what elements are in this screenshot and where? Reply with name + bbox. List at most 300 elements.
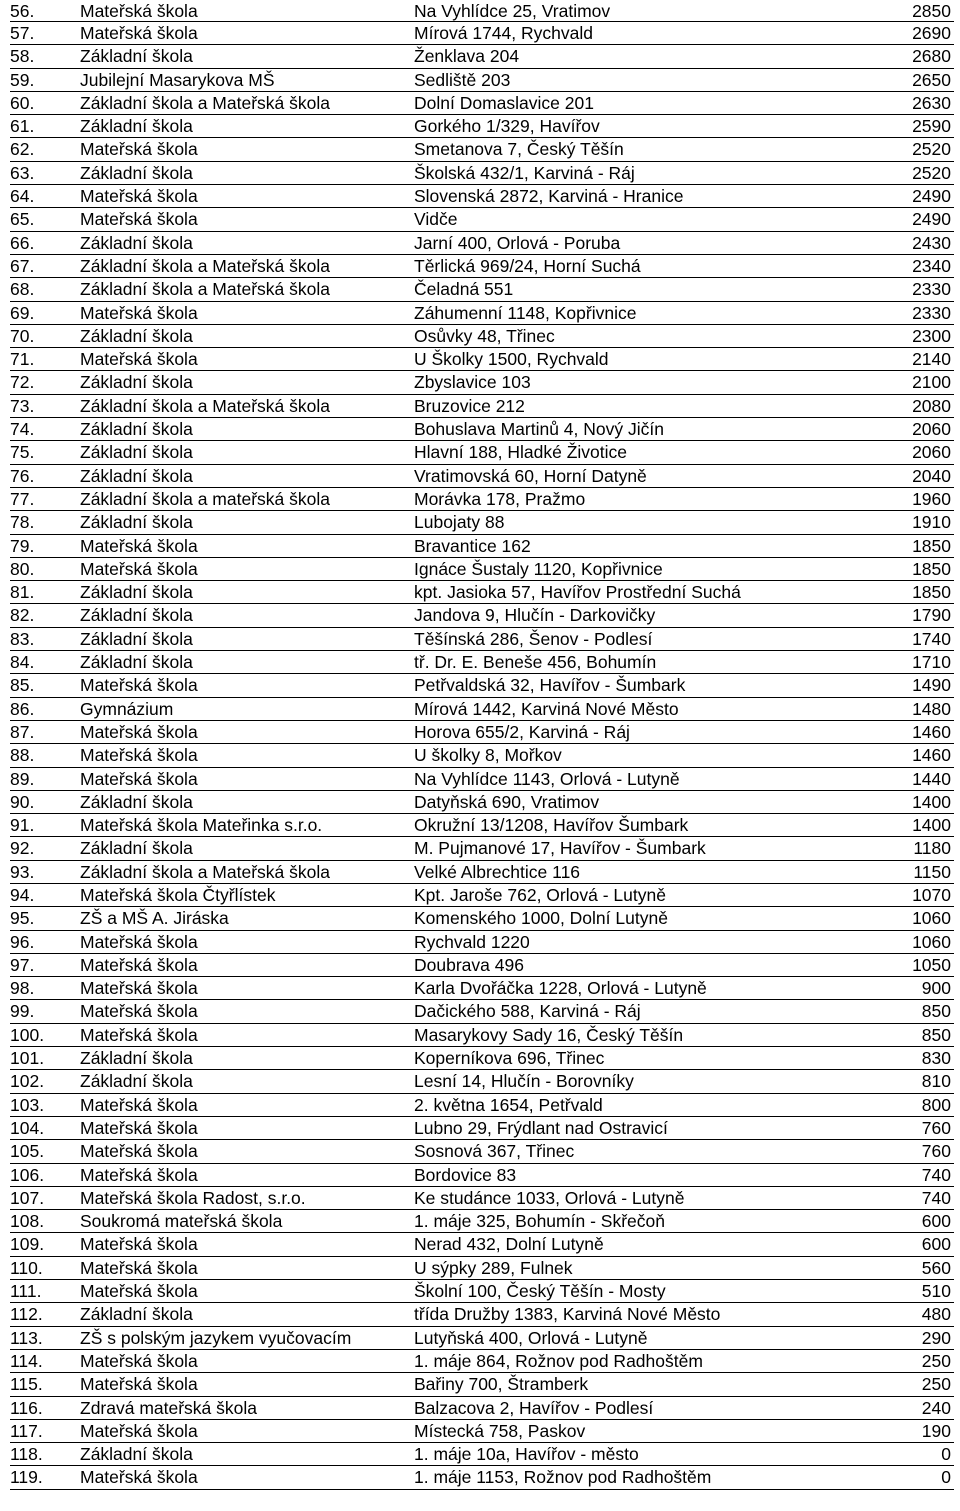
table-row xyxy=(10,1466,954,1489)
school-name: Mateřská škola xyxy=(80,23,198,43)
row-value: 850 xyxy=(921,1001,951,1022)
table-row xyxy=(10,1070,954,1093)
row-number: 101. xyxy=(10,1048,45,1069)
table-row xyxy=(10,768,954,791)
table-row xyxy=(10,138,954,161)
school-name: Základní škola xyxy=(80,582,193,603)
school-address: Jandova 9, Hlučín - Darkovičky xyxy=(414,605,656,626)
table-row xyxy=(10,1140,954,1163)
school-name: Mateřská škola xyxy=(80,1094,198,1115)
table-row xyxy=(10,558,954,581)
school-name: Mateřská škola xyxy=(80,186,198,207)
row-value: 0 xyxy=(941,1467,951,1488)
school-name: Základní škola xyxy=(80,1071,193,1092)
school-name: Mateřská škola Mateřinka s.r.o. xyxy=(80,815,323,836)
school-address: Komenského 1000, Dolní Lutyně xyxy=(414,908,668,929)
school-address: Kpt. Jaroše 762, Orlová - Lutyně xyxy=(414,884,666,905)
school-name: Mateřská škola xyxy=(80,675,198,696)
row-number: 81. xyxy=(10,582,35,603)
school-name: Mateřská škola xyxy=(80,302,198,323)
school-address: Zbyslavice 103 xyxy=(414,372,531,393)
table-row xyxy=(10,931,954,954)
school-name: Mateřská škola xyxy=(80,931,198,952)
table-row xyxy=(10,1094,954,1117)
school-name: Mateřská škola xyxy=(80,1467,198,1488)
school-address: Jarní 400, Orlová - Poruba xyxy=(414,232,621,253)
row-value: 480 xyxy=(921,1304,951,1325)
row-value: 250 xyxy=(921,1350,951,1371)
table-row xyxy=(10,1443,954,1466)
row-number: 116. xyxy=(10,1397,43,1418)
school-address: Vidče xyxy=(414,209,458,230)
school-address: Sosnová 367, Třinec xyxy=(414,1141,575,1162)
row-number: 76. xyxy=(10,465,35,486)
school-name: Mateřská škola xyxy=(80,978,198,999)
row-number: 86. xyxy=(10,698,35,719)
table-row xyxy=(10,814,954,837)
school-name: Základní škola xyxy=(80,652,193,673)
row-number: 58. xyxy=(10,46,35,67)
school-name: Základní škola xyxy=(80,1048,193,1069)
table-row xyxy=(10,511,954,534)
school-address: U Školky 1500, Rychvald xyxy=(414,349,609,370)
row-value: 2140 xyxy=(912,349,951,370)
row-value: 1440 xyxy=(912,768,951,789)
row-number: 71. xyxy=(10,349,35,370)
row-value: 2520 xyxy=(912,162,951,183)
school-address: Lutyňská 400, Orlová - Lutyně xyxy=(414,1327,648,1348)
school-address: 1. máje 1153, Rožnov pod Radhoštěm xyxy=(414,1467,712,1488)
table-row xyxy=(10,208,954,231)
school-name: Mateřská škola xyxy=(80,954,198,975)
table-row xyxy=(10,1117,954,1140)
row-value: 1710 xyxy=(912,652,951,673)
row-value: 2590 xyxy=(912,116,951,137)
table-row xyxy=(10,255,954,278)
school-address: Bařiny 700, Štramberk xyxy=(414,1374,589,1395)
school-address: Ke studánce 1033, Orlová - Lutyně xyxy=(414,1187,685,1208)
school-name: Základní škola xyxy=(80,325,193,346)
row-number: 105. xyxy=(10,1141,45,1162)
table-row xyxy=(10,1373,954,1396)
school-name: Základní škola xyxy=(80,1444,193,1465)
row-number: 95. xyxy=(10,908,35,929)
row-number: 82. xyxy=(10,605,35,626)
row-number: 85. xyxy=(10,675,35,696)
row-value: 1910 xyxy=(912,512,951,533)
row-number: 87. xyxy=(10,721,35,742)
table-row xyxy=(10,278,954,301)
row-value: 2330 xyxy=(912,302,951,323)
row-value: 830 xyxy=(921,1048,951,1069)
table-row xyxy=(10,1000,954,1023)
school-name: Mateřská škola xyxy=(80,1164,198,1185)
table-row xyxy=(10,1303,954,1326)
row-value: 2490 xyxy=(912,186,951,207)
row-value: 1850 xyxy=(912,558,951,579)
table-row xyxy=(10,581,954,604)
school-address: Vratimovská 60, Horní Datyně xyxy=(414,465,647,486)
table-row xyxy=(10,977,954,1000)
school-address: Doubrava 496 xyxy=(414,954,524,975)
table-row xyxy=(10,604,954,627)
row-value: 1060 xyxy=(912,931,951,952)
table-row xyxy=(10,1024,954,1047)
row-number: 78. xyxy=(10,512,35,533)
table-row xyxy=(10,185,954,208)
school-address: Koperníkova 696, Třinec xyxy=(414,1048,605,1069)
school-address: Balzacova 2, Havířov - Podlesí xyxy=(414,1397,654,1418)
row-value: 1850 xyxy=(912,582,951,603)
table-row xyxy=(10,418,954,441)
school-address: U školky 8, Mořkov xyxy=(414,745,562,766)
table-row xyxy=(10,162,954,185)
row-value: 560 xyxy=(921,1257,951,1278)
row-number: 103. xyxy=(10,1094,45,1115)
school-name: Mateřská škola xyxy=(80,535,198,556)
school-address: Bohuslava Martinů 4, Nový Jičín xyxy=(414,419,664,440)
row-value: 1460 xyxy=(912,745,951,766)
school-name: Základní škola a Mateřská škola xyxy=(80,395,330,416)
row-number: 83. xyxy=(10,628,35,649)
school-name: Zdravá mateřská škola xyxy=(80,1397,258,1418)
table-row xyxy=(10,1397,954,1420)
school-name: Základní škola xyxy=(80,442,193,463)
school-address: Velké Albrechtice 116 xyxy=(414,861,581,882)
row-number: 91. xyxy=(10,815,35,836)
school-name: ZŠ s polským jazykem vyučovacím xyxy=(80,1327,352,1348)
table-row xyxy=(10,465,954,488)
school-name: Mateřská škola xyxy=(80,1117,198,1138)
row-value: 1480 xyxy=(912,698,951,719)
row-value: 900 xyxy=(921,978,951,999)
row-number: 110. xyxy=(10,1257,43,1278)
school-name: Soukromá mateřská škola xyxy=(80,1211,283,1232)
table-row xyxy=(10,884,954,907)
table-row xyxy=(10,45,954,68)
row-number: 69. xyxy=(10,302,35,323)
row-number: 68. xyxy=(10,279,35,300)
row-value: 600 xyxy=(921,1234,951,1255)
table-row xyxy=(10,1187,954,1210)
school-address: Dolní Domaslavice 201 xyxy=(414,92,594,113)
row-value: 2080 xyxy=(912,395,951,416)
table-row xyxy=(10,395,954,418)
school-name: Mateřská škola xyxy=(80,745,198,766)
row-value: 1180 xyxy=(913,838,951,859)
school-address: Okružní 13/1208, Havířov Šumbark xyxy=(414,815,689,836)
row-value: 1060 xyxy=(912,908,951,929)
row-value: 2340 xyxy=(912,255,951,276)
school-name: Mateřská škola xyxy=(80,768,198,789)
school-address: Hlavní 188, Hladké Životice xyxy=(414,442,628,463)
row-number: 56. xyxy=(10,1,35,21)
school-name: Základní škola xyxy=(80,838,193,859)
school-address: Rychvald 1220 xyxy=(414,931,530,952)
table-row xyxy=(10,441,954,464)
school-address: M. Pujmanové 17, Havířov - Šumbark xyxy=(414,838,706,859)
table-row xyxy=(10,861,954,884)
school-name: Mateřská škola xyxy=(80,1001,198,1022)
row-value: 2060 xyxy=(912,419,951,440)
school-address: tř. Dr. E. Beneše 456, Bohumín xyxy=(414,652,657,673)
table-row xyxy=(10,698,954,721)
row-number: 84. xyxy=(10,652,35,673)
school-name: Mateřská škola xyxy=(80,1141,198,1162)
school-address: Na Vyhlídce 25, Vratimov xyxy=(414,1,611,21)
row-number: 89. xyxy=(10,768,35,789)
row-value: 2680 xyxy=(912,46,951,67)
school-address: Lesní 14, Hlučín - Borovníky xyxy=(414,1071,634,1092)
school-name: Základní škola a Mateřská škola xyxy=(80,92,330,113)
school-name: Mateřská škola xyxy=(80,349,198,370)
school-address: Horova 655/2, Karviná - Ráj xyxy=(414,721,630,742)
school-address: Gorkého 1/329, Havířov xyxy=(414,116,600,137)
school-address: Dačického 588, Karviná - Ráj xyxy=(414,1001,641,1022)
row-number: 97. xyxy=(10,954,35,975)
row-value: 1740 xyxy=(912,628,951,649)
table-row xyxy=(10,1327,954,1350)
row-number: 63. xyxy=(10,162,35,183)
school-address: kpt. Jasioka 57, Havířov Prostřední Suchá xyxy=(414,582,741,603)
table-row xyxy=(10,744,954,767)
row-number: 73. xyxy=(10,395,35,416)
row-value: 600 xyxy=(921,1211,951,1232)
row-number: 118. xyxy=(10,1444,43,1465)
school-address: 1. máje 325, Bohumín - Skřečoň xyxy=(414,1211,665,1232)
row-number: 66. xyxy=(10,232,35,253)
row-value: 2690 xyxy=(912,23,951,43)
row-value: 1960 xyxy=(912,488,951,509)
row-value: 240 xyxy=(921,1397,951,1418)
row-value: 810 xyxy=(921,1071,951,1092)
row-number: 94. xyxy=(10,884,35,905)
school-address: Mírová 1442, Karviná Nové Město xyxy=(414,698,679,719)
school-name: Základní škola a Mateřská škola xyxy=(80,861,330,882)
school-name: Základní škola xyxy=(80,419,193,440)
table-row xyxy=(10,1210,954,1233)
school-address: Místecká 758, Paskov xyxy=(414,1420,586,1441)
school-address: Slovenská 2872, Karviná - Hranice xyxy=(414,186,684,207)
row-number: 74. xyxy=(10,419,35,440)
row-number: 115. xyxy=(10,1374,43,1395)
school-name: Mateřská škola xyxy=(80,1024,198,1045)
row-number: 108. xyxy=(10,1211,45,1232)
school-name: Mateřská škola xyxy=(80,209,198,230)
table-row xyxy=(10,115,954,138)
school-name: Základní škola a mateřská škola xyxy=(80,488,330,509)
school-name: Mateřská škola xyxy=(80,139,198,160)
row-value: 1150 xyxy=(913,861,951,882)
row-value: 2520 xyxy=(912,139,951,160)
row-number: 107. xyxy=(10,1187,45,1208)
school-address: Sedliště 203 xyxy=(414,69,511,90)
table-row xyxy=(10,1350,954,1373)
row-value: 250 xyxy=(921,1374,951,1395)
row-number: 93. xyxy=(10,861,35,882)
row-number: 99. xyxy=(10,1001,35,1022)
row-value: 740 xyxy=(921,1164,951,1185)
table-row xyxy=(10,674,954,697)
row-value: 800 xyxy=(921,1094,951,1115)
row-value: 2630 xyxy=(912,92,951,113)
row-number: 61. xyxy=(10,116,35,137)
row-value: 760 xyxy=(921,1117,951,1138)
row-number: 112. xyxy=(10,1304,43,1325)
row-value: 1490 xyxy=(912,675,951,696)
school-address: Petřvaldská 32, Havířov - Šumbark xyxy=(414,675,686,696)
table-row xyxy=(10,69,954,92)
table-row xyxy=(10,232,954,255)
table-row xyxy=(10,0,954,22)
school-name: Jubilejní Masarykova MŠ xyxy=(80,69,275,90)
table-row xyxy=(10,348,954,371)
row-value: 1790 xyxy=(912,605,951,626)
school-name: Gymnázium xyxy=(80,698,174,719)
school-address: Karla Dvořáčka 1228, Orlová - Lutyně xyxy=(414,978,707,999)
school-address: 1. máje 864, Rožnov pod Radhoštěm xyxy=(414,1350,703,1371)
school-address: třída Družby 1383, Karviná Nové Město xyxy=(414,1304,721,1325)
table-row xyxy=(10,1257,954,1280)
school-name: Základní škola xyxy=(80,465,193,486)
row-number: 111. xyxy=(10,1281,42,1302)
school-address: Osůvky 48, Třinec xyxy=(414,325,555,346)
row-number: 77. xyxy=(10,488,35,509)
school-name: Mateřská škola xyxy=(80,1420,198,1441)
school-address: Záhumenní 1148, Kopřivnice xyxy=(414,302,637,323)
row-number: 70. xyxy=(10,325,35,346)
school-address: Těrlická 969/24, Horní Suchá xyxy=(414,255,641,276)
school-address: Čeladná 551 xyxy=(414,279,514,300)
school-address: Bordovice 83 xyxy=(414,1164,517,1185)
table-row xyxy=(10,1164,954,1187)
school-name: Mateřská škola xyxy=(80,558,198,579)
school-name: Mateřská škola xyxy=(80,1374,198,1395)
school-address: Bruzovice 212 xyxy=(414,395,525,416)
school-address: Datyňská 690, Vratimov xyxy=(414,791,600,812)
row-number: 72. xyxy=(10,372,35,393)
table-row xyxy=(10,1420,954,1443)
row-value: 2330 xyxy=(912,279,951,300)
row-value: 2430 xyxy=(912,232,951,253)
row-number: 109. xyxy=(10,1234,45,1255)
school-name: Základní škola xyxy=(80,512,193,533)
table-row xyxy=(10,535,954,558)
row-value: 2060 xyxy=(912,442,951,463)
school-name: Základní škola xyxy=(80,605,193,626)
row-number: 90. xyxy=(10,791,35,812)
row-number: 60. xyxy=(10,92,35,113)
school-address: Ignáce Šustaly 1120, Kopřivnice xyxy=(414,558,663,579)
row-number: 96. xyxy=(10,931,35,952)
school-name: Mateřská škola xyxy=(80,1281,198,1302)
school-name: ZŠ a MŠ A. Jiráska xyxy=(80,908,229,929)
school-address: Školní 100, Český Těšín - Mosty xyxy=(414,1281,666,1302)
school-name: Mateřská škola Radost, s.r.o. xyxy=(80,1187,306,1208)
school-name: Základní škola xyxy=(80,791,193,812)
table-row xyxy=(10,837,954,860)
school-address: Nerad 432, Dolní Lutyně xyxy=(414,1234,604,1255)
row-value: 1400 xyxy=(912,815,951,836)
row-number: 104. xyxy=(10,1117,45,1138)
table-row xyxy=(10,302,954,325)
school-name: Mateřská škola xyxy=(80,1234,198,1255)
table-row xyxy=(10,954,954,977)
school-name: Mateřská škola xyxy=(80,1257,198,1278)
row-number: 62. xyxy=(10,139,35,160)
table-row xyxy=(10,907,954,930)
school-address: Školská 432/1, Karviná - Ráj xyxy=(414,162,635,183)
school-address: Masarykovy Sady 16, Český Těšín xyxy=(414,1024,684,1045)
row-number: 100. xyxy=(10,1024,45,1045)
row-value: 2850 xyxy=(912,1,951,21)
table-row xyxy=(10,1280,954,1303)
row-value: 190 xyxy=(921,1420,951,1441)
table-row xyxy=(10,371,954,394)
school-name: Základní škola xyxy=(80,116,193,137)
school-name: Mateřská škola Čtyřlístek xyxy=(80,884,276,905)
row-number: 88. xyxy=(10,745,35,766)
row-number: 75. xyxy=(10,442,35,463)
row-value: 510 xyxy=(921,1281,951,1302)
school-name: Základní škola xyxy=(80,162,193,183)
row-value: 1850 xyxy=(912,535,951,556)
school-address: Lubno 29, Frýdlant nad Ostravicí xyxy=(414,1117,668,1138)
school-name: Mateřská škola xyxy=(80,1,198,21)
school-address: 1. máje 10a, Havířov - město xyxy=(414,1444,639,1465)
row-value: 290 xyxy=(921,1327,951,1348)
table-row xyxy=(10,92,954,115)
row-value: 2300 xyxy=(912,325,951,346)
row-number: 57. xyxy=(10,23,35,43)
school-name: Základní škola xyxy=(80,372,193,393)
row-value: 850 xyxy=(921,1024,951,1045)
school-address: Na Vyhlídce 1143, Orlová - Lutyně xyxy=(414,768,680,789)
school-address: U sýpky 289, Fulnek xyxy=(414,1257,573,1278)
row-value: 1400 xyxy=(912,791,951,812)
row-number: 80. xyxy=(10,558,35,579)
school-address: Mírová 1744, Rychvald xyxy=(414,23,593,43)
results-table xyxy=(10,0,954,1490)
row-number: 106. xyxy=(10,1164,45,1185)
row-value: 2490 xyxy=(912,209,951,230)
school-address: Bravantice 162 xyxy=(414,535,531,556)
table-row xyxy=(10,721,954,744)
row-value: 740 xyxy=(921,1187,951,1208)
school-name: Mateřská škola xyxy=(80,1350,198,1371)
row-number: 79. xyxy=(10,535,35,556)
row-number: 113. xyxy=(10,1327,43,1348)
table-row xyxy=(10,22,954,45)
school-address: Smetanova 7, Český Těšín xyxy=(414,139,624,160)
row-number: 117. xyxy=(10,1420,43,1441)
table-row xyxy=(10,1233,954,1256)
row-value: 1050 xyxy=(912,954,951,975)
row-number: 102. xyxy=(10,1071,45,1092)
row-value: 2100 xyxy=(912,372,951,393)
school-name: Základní škola xyxy=(80,628,193,649)
school-name: Základní škola xyxy=(80,46,193,67)
school-address: Lubojaty 88 xyxy=(414,512,505,533)
school-address: 2. května 1654, Petřvald xyxy=(414,1094,603,1115)
school-address: Ženklava 204 xyxy=(414,46,520,67)
row-number: 92. xyxy=(10,838,35,859)
row-number: 114. xyxy=(10,1350,43,1371)
row-number: 65. xyxy=(10,209,35,230)
row-value: 760 xyxy=(921,1141,951,1162)
row-value: 1070 xyxy=(912,884,951,905)
table-row xyxy=(10,651,954,674)
